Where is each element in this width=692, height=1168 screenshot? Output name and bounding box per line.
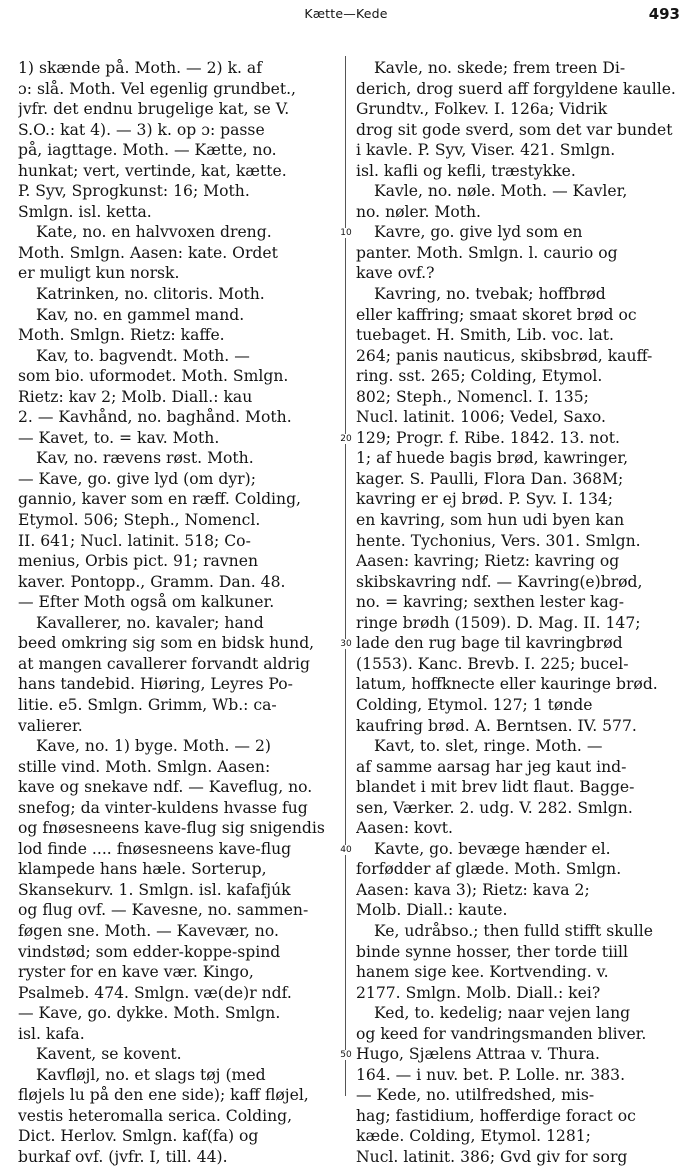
text-line: kaufring brød. A. Berntsen. IV. 577. bbox=[356, 716, 637, 735]
text-line: tuebaget. H. Smith, Lib. voc. lat. bbox=[356, 326, 614, 345]
text-line: Kavle, no. nøle. Moth. — Kavler, bbox=[374, 182, 628, 201]
text-line: 164. — i nuv. bet. P. Lolle. nr. 383. bbox=[356, 1065, 626, 1084]
text-line: ryster for en kave vær. Kingo, bbox=[18, 963, 254, 982]
text-line: no. = kavring; sexthen lester kag- bbox=[356, 593, 625, 612]
text-line: 264; panis nauticus, skibsbrød, kauff- bbox=[356, 346, 653, 365]
text-line: at mangen cavallerer forvandt aldrig bbox=[18, 654, 310, 673]
text-line: Hugo, Sjælens Attraa v. Thura. bbox=[356, 1045, 600, 1064]
text-line: — Kave, go. give lyd (om dyr); bbox=[18, 469, 256, 488]
text-line: valierer. bbox=[18, 716, 83, 735]
text-line: Kavle, no. skede; frem treen Di- bbox=[374, 59, 626, 77]
text-line: — Kede, no. utilfredshed, mis- bbox=[356, 1086, 595, 1105]
text-line: Aasen: kava 3); Rietz: kava 2; bbox=[356, 880, 590, 899]
text-line: snefog; da vinter-kuldens hvasse fug bbox=[18, 798, 308, 817]
text-line: på, iagttage. Moth. — Kætte, no. bbox=[18, 141, 277, 160]
text-line: Kavring, no. tvebak; hoffbrød bbox=[374, 285, 606, 304]
text-line: Kav, no. rævens røst. Moth. bbox=[36, 449, 254, 468]
text-line: panter. Moth. Smlgn. l. caurio og bbox=[356, 243, 618, 262]
text-line: ring. sst. 265; Colding, Etymol. bbox=[356, 367, 603, 386]
page-header bbox=[0, 6, 692, 30]
text-line: hans tandebid. Hiøring, Leyres Po- bbox=[18, 675, 293, 694]
text-line: af samme aarsag har jeg kaut ind- bbox=[356, 757, 627, 776]
text-line: Nucl. latinit. 386; Gvd giv for sorg bbox=[356, 1147, 628, 1166]
text-line: lade den rug bage til kavringbrød bbox=[356, 634, 623, 653]
text-line: Nucl. latinit. 1006; Vedel, Saxo. bbox=[356, 408, 606, 427]
text-line: kave ovf.? bbox=[356, 264, 435, 283]
text-line: 2. — Kavhånd, no. baghånd. Moth. bbox=[18, 408, 292, 427]
text-line: kager. S. Paulli, Flora Dan. 368M; bbox=[356, 469, 624, 488]
text-line: Kav, no. en gammel mand. bbox=[36, 305, 245, 324]
text-line: stille vind. Moth. Smlgn. Aasen: bbox=[18, 757, 271, 776]
text-line: hanem sige kee. Kortvending. v. bbox=[356, 963, 609, 982]
text-line: hunkat; vert, vertinde, kat, kætte. bbox=[18, 161, 287, 180]
text-line: 802; Steph., Nomencl. I. 135; bbox=[356, 387, 589, 406]
text-line: Kave, no. 1) byge. Moth. — 2) bbox=[36, 737, 271, 756]
text-line: Kavent, se kovent. bbox=[36, 1045, 182, 1064]
text-line: Kavt, to. slet, ringe. Moth. — bbox=[374, 737, 603, 756]
text-line: jvfr. det endnu brugelige kat, se V. bbox=[18, 100, 290, 119]
margin-line-number: 40 bbox=[338, 845, 354, 855]
text-line: (1553). Kanc. Brevb. I. 225; bucel- bbox=[356, 654, 629, 673]
text-line: og flug ovf. — Kavesne, no. sammen- bbox=[18, 901, 309, 920]
text-line: Rietz: kav 2; Molb. Diall.: kau bbox=[18, 387, 253, 406]
text-line: Kavallerer, no. kavaler; hand bbox=[36, 613, 264, 632]
text-line: lod finde .... fnøsesneens kave-flug bbox=[18, 839, 292, 858]
text-line: Skansekurv. 1. Smlgn. isl. kafafjúk bbox=[18, 880, 291, 899]
text-line: hag; fastidium, hofferdige foract oc bbox=[356, 1106, 636, 1125]
text-line: P. Syv, Sprogkunst: 16; Moth. bbox=[18, 182, 250, 201]
text-line: 129; Progr. f. Ribe. 1842. 13. not. bbox=[356, 428, 620, 447]
text-line: Ke, udråbso.; then fulld stifft skulle bbox=[374, 921, 653, 940]
text-line: Aasen: kovt. bbox=[356, 819, 453, 838]
text-line: — Efter Moth også om kalkuner. bbox=[18, 593, 275, 612]
text-line: litie. e5. Smlgn. Grimm, Wb.: ca- bbox=[18, 695, 277, 714]
text-line: hente. Tychonius, Vers. 301. Smlgn. bbox=[356, 531, 641, 550]
text-line: no. nøler. Moth. bbox=[356, 202, 481, 221]
text-line: kæde. Colding, Etymol. 1281; bbox=[356, 1127, 591, 1146]
text-line: som bio. uformodet. Moth. Smlgn. bbox=[18, 367, 289, 386]
text-line: Kavfløjl, no. et slags tøj (med bbox=[36, 1065, 266, 1084]
text-line: Kavte, go. bevæge hænder el. bbox=[374, 839, 611, 858]
text-line: gannio, kaver som en ræff. Colding, bbox=[18, 490, 302, 509]
text-line: binde synne hosser, ther torde tiill bbox=[356, 942, 629, 961]
text-line: Katrinken, no. clitoris. Moth. bbox=[36, 285, 265, 304]
margin-line-number: 30 bbox=[338, 639, 354, 649]
text-line: Dict. Herlov. Smlgn. kaf(fa) og bbox=[18, 1127, 259, 1146]
text-line: 1) skænde på. Moth. — 2) k. af bbox=[18, 59, 262, 77]
page-number: 493 bbox=[648, 5, 680, 23]
text-line: føgen sne. Moth. — Kavevær, no. bbox=[18, 921, 279, 940]
text-line: sen, Værker. 2. udg. V. 282. Smlgn. bbox=[356, 798, 633, 817]
text-line: Kate, no. en halvvoxen dreng. bbox=[36, 223, 272, 242]
text-line: Aasen: kavring; Rietz: kavring og bbox=[356, 552, 620, 571]
text-line: Moth. Smlgn. Rietz: kaffe. bbox=[18, 326, 225, 345]
text-line: menius, Orbis pict. 91; ravnen bbox=[18, 552, 258, 571]
running-head: Kætte—Kede bbox=[304, 6, 388, 21]
text-line: Colding, Etymol. 127; 1 tønde bbox=[356, 695, 593, 714]
text-line: klampede hans hæle. Sorterup, bbox=[18, 860, 267, 879]
text-line: derich, drog suerd aff forgyldene kaulle. bbox=[356, 79, 676, 98]
text-line: — Kave, go. dykke. Moth. Smlgn. bbox=[18, 1004, 281, 1023]
text-line: burkaf ovf. (jvfr. I, till. 44). bbox=[18, 1147, 228, 1166]
left-column bbox=[18, 58, 336, 1168]
text-line: i kavle. P. Syv, Viser. 421. Smlgn. bbox=[356, 141, 616, 160]
text-line: Smlgn. isl. ketta. bbox=[18, 202, 152, 221]
text-line: Molb. Diall.: kaute. bbox=[356, 901, 508, 920]
text-line: II. 641; Nucl. latinit. 518; Co- bbox=[18, 531, 251, 550]
text-line: og fnøsesneens kave-flug sig snigendis bbox=[18, 819, 325, 838]
text-line: isl. kafa. bbox=[18, 1024, 85, 1043]
text-line: Kav, to. bagvendt. Moth. — bbox=[36, 346, 250, 365]
text-line: eller kaffring; smaat skoret brød oc bbox=[356, 305, 637, 324]
text-line: ringe brødh (1509). D. Mag. II. 147; bbox=[356, 613, 641, 632]
text-line: blandet i mit brev lidt flaut. Bagge- bbox=[356, 778, 635, 797]
text-line: Moth. Smlgn. Aasen: kate. Ordet bbox=[18, 243, 278, 262]
text-line: skibskavring ndf. — Kavring(e)brød, bbox=[356, 572, 643, 591]
text-line: Etymol. 506; Steph., Nomencl. bbox=[18, 511, 261, 530]
text-line: isl. kafli og kefli, træstykke. bbox=[356, 161, 576, 180]
text-line: beed omkring sig som en bidsk hund, bbox=[18, 634, 315, 653]
text-line: 2177. Smlgn. Molb. Diall.: kei? bbox=[356, 983, 601, 1002]
text-line: 1; af huede bagis brød, kawringer, bbox=[356, 449, 629, 468]
text-line: Ked, to. kedelig; naar vejen lang bbox=[374, 1004, 631, 1023]
text-line: latum, hoffknecte eller kauringe brød. bbox=[356, 675, 658, 694]
margin-line-number: 20 bbox=[338, 434, 354, 444]
column-divider bbox=[345, 56, 346, 1096]
right-column bbox=[356, 58, 682, 1168]
text-line: fløjels lu på den ene side); kaff fløjel, bbox=[18, 1086, 309, 1105]
text-line: Kavre, go. give lyd som en bbox=[374, 223, 583, 242]
text-line: Psalmeb. 474. Smlgn. væ(de)r ndf. bbox=[18, 983, 292, 1002]
text-line: kave og snekave ndf. — Kaveflug, no. bbox=[18, 778, 313, 797]
text-line: kaver. Pontopp., Gramm. Dan. 48. bbox=[18, 572, 286, 591]
margin-line-number: 50 bbox=[338, 1050, 354, 1060]
text-line: vindstød; som edder-koppe-spind bbox=[18, 942, 281, 961]
text-line: vestis heteromalla serica. Colding, bbox=[18, 1106, 293, 1125]
text-line: er muligt kun norsk. bbox=[18, 264, 180, 283]
margin-line-number: 10 bbox=[338, 228, 354, 238]
text-line: — Kavet, to. = kav. Moth. bbox=[18, 428, 220, 447]
text-line: Grundtv., Folkev. I. 126a; Vidrik bbox=[356, 100, 608, 119]
text-line: en kavring, som hun udi byen kan bbox=[356, 511, 625, 530]
text-line: kavring er ej brød. P. Syv. I. 134; bbox=[356, 490, 614, 509]
text-line: drog sit gode sverd, som det var bundet bbox=[356, 120, 673, 139]
text-line: og keed for vandringsmanden bliver. bbox=[356, 1024, 647, 1043]
text-line: forfødder af glæde. Moth. Smlgn. bbox=[356, 860, 622, 879]
text-line: S.O.: kat 4). — 3) k. op ɔ: passe bbox=[18, 120, 265, 139]
text-line: ɔ: slå. Moth. Vel egenlig grundbet., bbox=[18, 79, 297, 98]
